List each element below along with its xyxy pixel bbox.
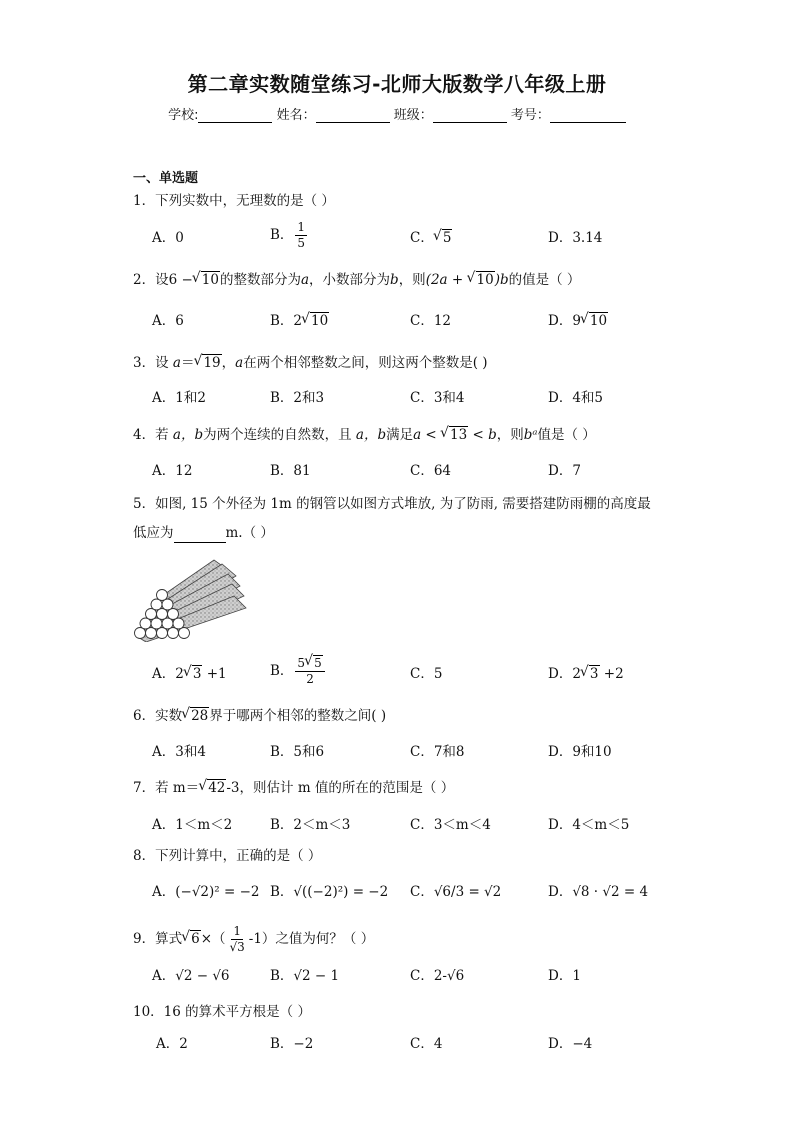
question-5-line2: 低应为 m.（ ） bbox=[133, 525, 274, 541]
section-heading: 一、单选题 bbox=[133, 171, 199, 186]
q1-option-c[interactable]: C．√ 5 bbox=[410, 228, 452, 248]
sqrt: √ 5 bbox=[434, 228, 453, 248]
q10-option-d[interactable]: D．−4 bbox=[548, 1036, 593, 1052]
q6-option-d[interactable]: D．9和10 bbox=[548, 744, 612, 760]
question-10-stem: 10．16 的算术平方根是（ ） bbox=[133, 1004, 311, 1020]
question-4-stem: 4．若 a，b为两个连续的自然数，且 a，b满足a < √ 13 < b，则bᵃ值是（ ） bbox=[133, 425, 596, 445]
question-5-line1: 5．如图, 15 个外径为 1m 的钢管以如图方式堆放, 为了防雨, 需要搭建防雨棚的高度最 bbox=[133, 496, 651, 512]
field-name-label: 姓名： bbox=[276, 108, 316, 123]
field-exam-label: 考号： bbox=[510, 108, 550, 123]
exam-number-blank[interactable] bbox=[550, 108, 626, 123]
sqrt: √ 13 bbox=[441, 425, 468, 445]
q2-option-b[interactable]: B．2√ 10 bbox=[270, 311, 329, 331]
fraction: $\frac{1}{√3}$ bbox=[229, 924, 245, 954]
q5-option-d[interactable]: D．2√ 3 +2 bbox=[548, 664, 624, 684]
q8-option-d[interactable]: D．√8 · √2 = 4 bbox=[548, 884, 649, 900]
sqrt: √ 3 bbox=[184, 664, 203, 684]
question-1-stem: 1．下列实数中，无理数的是（ ） bbox=[133, 193, 335, 209]
q10-option-b[interactable]: B．−2 bbox=[270, 1036, 314, 1052]
sqrt: √ 5 bbox=[305, 656, 323, 671]
q3-option-a[interactable]: A．1和2 bbox=[152, 390, 206, 406]
q2-option-c[interactable]: C．12 bbox=[410, 313, 452, 329]
student-info-line bbox=[0, 104, 794, 123]
sqrt: √ 42 bbox=[199, 778, 226, 798]
q3-option-b[interactable]: B．2和3 bbox=[270, 390, 325, 406]
q7-option-b[interactable]: B．2＜m＜3 bbox=[270, 817, 351, 833]
q2-option-d[interactable]: D．9√ 10 bbox=[548, 311, 608, 331]
q9-option-b[interactable]: B．√2 − 1 bbox=[270, 968, 340, 984]
q1-option-a[interactable]: A．0 bbox=[152, 230, 184, 246]
q5-option-a[interactable]: A．2√ 3 +1 bbox=[152, 664, 227, 684]
q7-option-a[interactable]: A．1＜m＜2 bbox=[152, 817, 233, 833]
q9-option-d[interactable]: D．1 bbox=[548, 968, 581, 984]
answer-blank[interactable] bbox=[174, 528, 226, 543]
q4-option-b[interactable]: B．81 bbox=[270, 463, 311, 479]
q10-option-a[interactable]: A．2 bbox=[156, 1036, 188, 1052]
question-6-stem: 6．实数√ 28界于哪两个相邻的整数之间( ) bbox=[133, 706, 386, 726]
school-blank[interactable] bbox=[198, 108, 272, 123]
q6-option-b[interactable]: B．5和6 bbox=[270, 744, 325, 760]
sqrt: √ 10 bbox=[468, 270, 495, 290]
q2-option-a[interactable]: A．6 bbox=[152, 313, 184, 329]
class-blank[interactable] bbox=[433, 108, 507, 123]
sqrt: √ 3 bbox=[581, 664, 600, 684]
sqrt: √ 10 bbox=[581, 311, 608, 331]
question-2-stem: 2．设6 −√ 10的整数部分为a，小数部分为b，则(2a + √ 10)b的值是（ ） bbox=[133, 270, 580, 290]
q7-option-d[interactable]: D．4＜m＜5 bbox=[548, 817, 630, 833]
sqrt: √ 28 bbox=[182, 706, 209, 726]
q10-option-c[interactable]: C．4 bbox=[410, 1036, 443, 1052]
fraction: $\frac{1}{5}$ bbox=[297, 220, 306, 250]
question-7-stem: 7．若 m＝√ 42-3，则估计 m 值的所在的范围是（ ） bbox=[133, 778, 454, 798]
q8-option-b[interactable]: B．√((−2)²) = −2 bbox=[270, 884, 389, 900]
question-9-stem: 9．算式√ 6×（ $\frac{1}{√3}$ -1）之值为何？（ ） bbox=[133, 924, 374, 955]
page-title: 第二章实数随堂练习-北师大版数学八年级上册 bbox=[187, 72, 607, 96]
q9-option-a[interactable]: A．√2 − √6 bbox=[152, 968, 230, 984]
q4-option-a[interactable]: A．12 bbox=[152, 463, 193, 479]
sqrt: √ 10 bbox=[193, 270, 220, 290]
q4-option-c[interactable]: C．64 bbox=[410, 463, 452, 479]
field-school-label: 学校: bbox=[168, 108, 199, 123]
q1-option-b[interactable]: B． $\frac{1}{5}$ bbox=[270, 220, 306, 250]
sqrt: √ 6 bbox=[182, 929, 201, 949]
steel-pipes-figure bbox=[132, 556, 252, 642]
q1-option-d[interactable]: D．3.14 bbox=[548, 230, 603, 246]
q7-option-c[interactable]: C．3＜m＜4 bbox=[410, 817, 491, 833]
name-blank[interactable] bbox=[316, 108, 390, 123]
q6-option-c[interactable]: C．7和8 bbox=[410, 744, 465, 760]
q8-option-a[interactable]: A．(−√2)² = −2 bbox=[152, 884, 260, 900]
question-8-stem: 8．下列计算中，正确的是（ ） bbox=[133, 848, 322, 864]
q4-option-d[interactable]: D．7 bbox=[548, 463, 581, 479]
q3-option-c[interactable]: C．3和4 bbox=[410, 390, 465, 406]
q8-option-c[interactable]: C．√6/3 = √2 bbox=[410, 884, 502, 900]
field-class-label: 班级： bbox=[393, 108, 433, 123]
sqrt: √ 10 bbox=[302, 311, 329, 331]
fraction: $\frac{5√ 5}{2}$ bbox=[295, 656, 324, 687]
sqrt: √ 19 bbox=[194, 353, 221, 373]
q6-option-a[interactable]: A．3和4 bbox=[152, 744, 206, 760]
q3-option-d[interactable]: D．4和5 bbox=[548, 390, 604, 406]
q5-option-b[interactable]: B． $\frac{5√ 5}{2}$ bbox=[270, 656, 327, 687]
q5-option-c[interactable]: C．5 bbox=[410, 666, 443, 682]
q9-option-c[interactable]: C．2-√6 bbox=[410, 968, 465, 984]
question-3-stem: 3．设 a＝√ 19，a在两个相邻整数之间，则这两个整数是( ) bbox=[133, 353, 488, 373]
